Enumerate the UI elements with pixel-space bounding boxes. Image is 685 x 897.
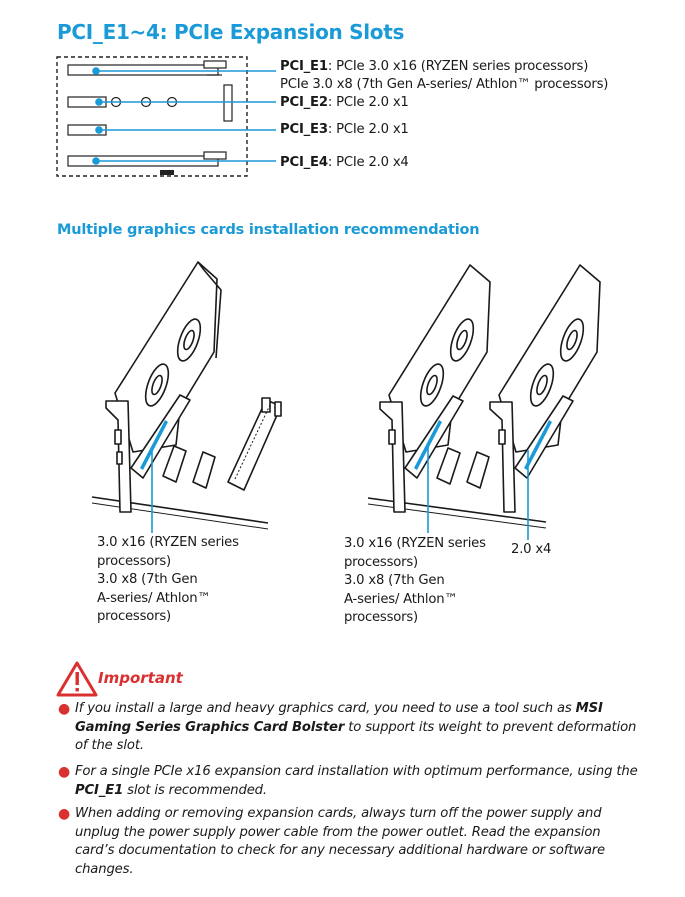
bullet-dot: ● [58,764,71,780]
bullet-dot: ● [58,701,71,717]
bullet-dot: ● [58,806,71,822]
caption-right-a: 3.0 x16 (RYZEN series processors) 3.0 x8 (7th Gen A-series/ Athlon™ processors) [344,536,486,625]
figure-right [368,265,600,528]
side-connector [224,85,232,121]
bullet-1: ● If you install a large and heavy graphics card, you need to use a tool such as MSI Gaming Series Graphics Card Bolster to support its weight to prevent deformation of the slot. [58,701,637,753]
slot-desc-pci-e2: PCI_E2: PCIe 2.0 x1 [280,95,409,110]
warning-icon [58,663,96,695]
slot-pci-e1 [68,61,226,75]
section-subtitle: Multiple graphics cards installation recommendation [57,222,480,238]
slot-leaders [93,68,276,164]
caption-left: 3.0 x16 (RYZEN series processors) 3.0 x8 (7th Gen A-series/ Athlon™ processors) [97,535,239,624]
bullet-3: ● When adding or removing expansion cards, always turn off the power supply and unplug the power supply power cable from the power outlet. Read the expansion card’s documentation to check for any necessary additional hardware or software changes. [58,806,606,877]
important-title: Important [98,669,183,687]
bullet-2: ● For a single PCIe x16 expansion card installation with optimum performance, using the PCI_E1 slot is recommended. [58,764,638,798]
figure-left [92,262,281,529]
slot-pci-e4 [68,152,226,175]
slot-desc-pci-e4: PCI_E4: PCIe 2.0 x4 [280,155,409,170]
slot-desc-pci-e1: PCI_E1: PCIe 3.0 x16 (RYZEN series processors) PCIe 3.0 x8 (7th Gen A-series/ Athlon™ processors) [280,59,609,92]
caption-right-b: 2.0 x4 [511,542,552,557]
slot-desc-pci-e3: PCI_E3: PCIe 2.0 x1 [280,122,409,137]
page-title: PCI_E1~4: PCIe Expansion Slots [57,20,405,44]
